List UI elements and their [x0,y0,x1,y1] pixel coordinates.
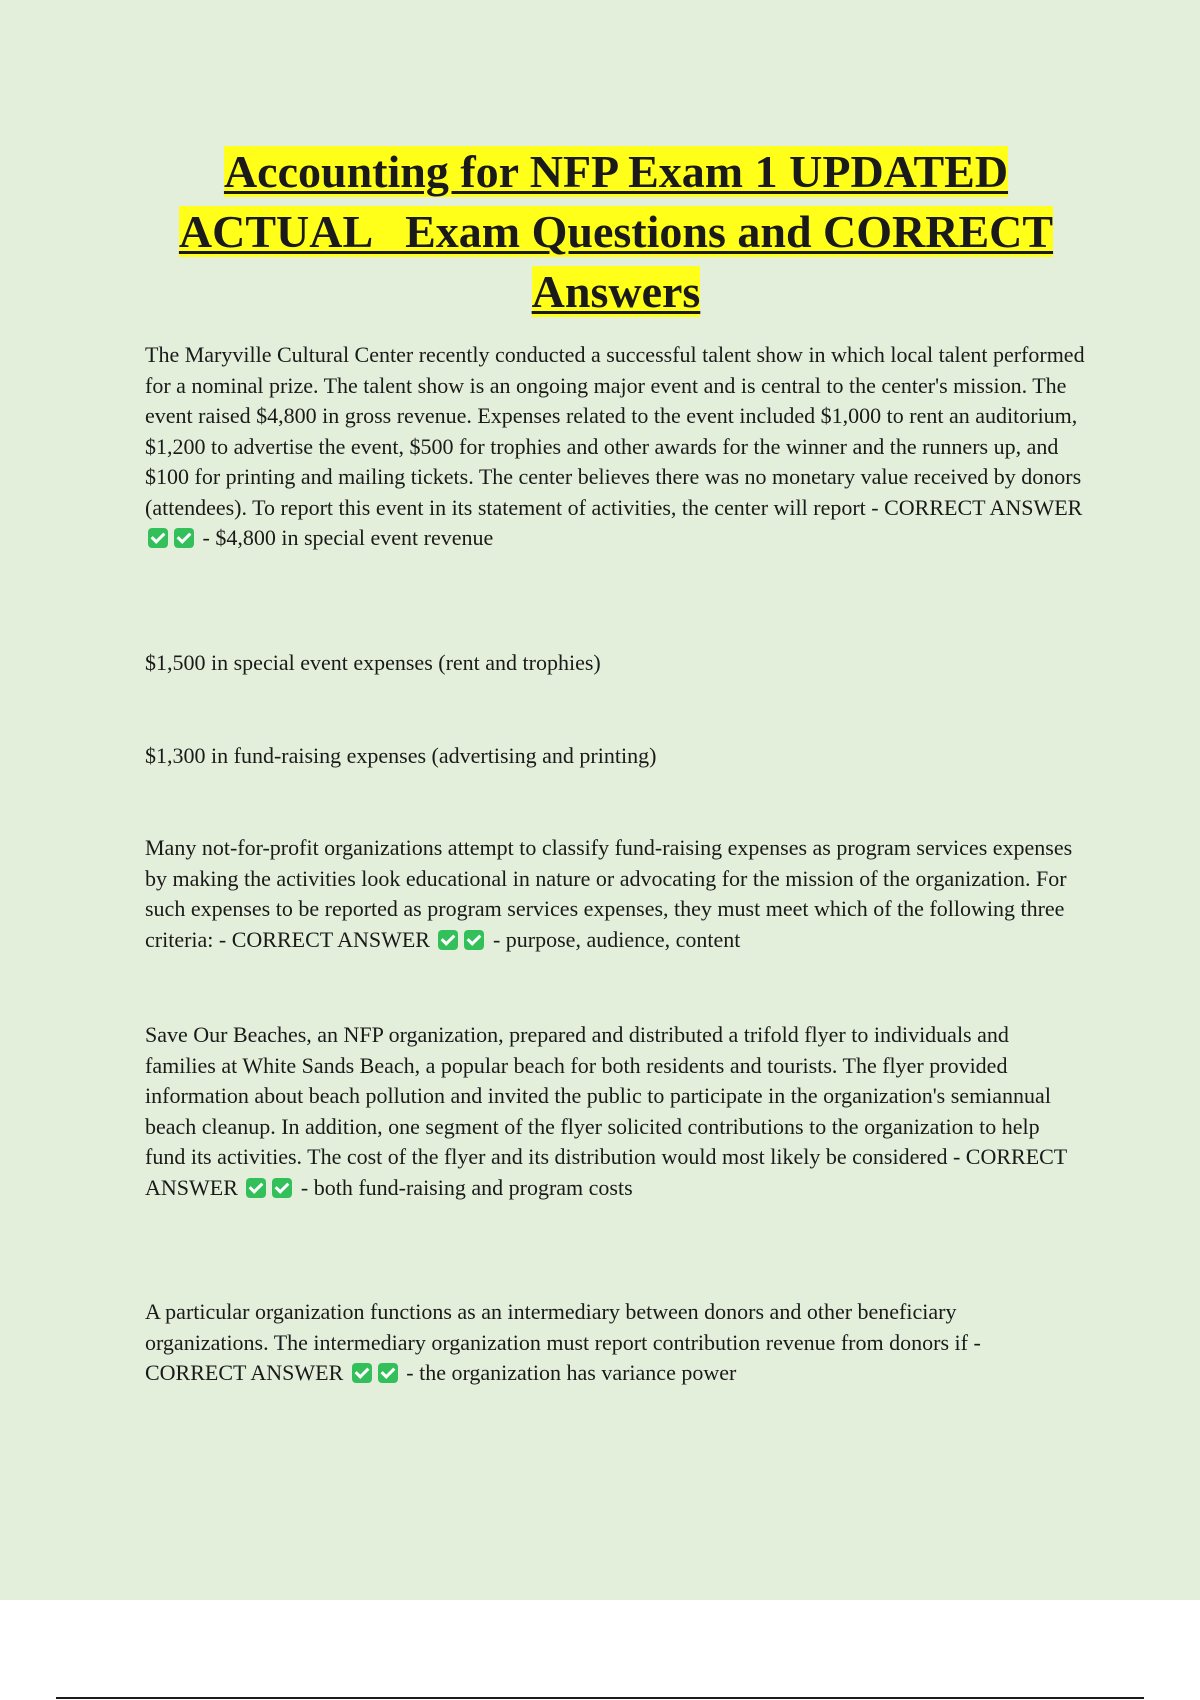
question-block-3 [145,1020,1085,1203]
answer-line: $1,300 in fund-raising expenses (advertising and printing) [145,743,657,768]
check-box-icon [378,1363,398,1383]
question-block-2 [145,833,1085,955]
check-box-icon [464,930,484,950]
check-box-icon [352,1363,372,1383]
check-box-icon [272,1178,292,1198]
answer-text: - $4,800 in special event revenue [202,525,494,550]
answer-line: $1,500 in special event expenses (rent and trophies) [145,650,601,675]
question-block-4 [145,1297,1085,1389]
document-title [140,142,1092,322]
question-text: A particular organization functions as an intermediary between donors and other beneficiary organizations. The intermediary organization must report contribution revenue from donors if - CORRECT ANSWER [145,1299,981,1385]
question-text: The Maryville Cultural Center recently conducted a successful talent show in which local talent performed for a nominal prize. The talent show is an ongoing major event and is central to the center's mission. The event raised $4,800 in gross revenue. Expenses related to the event included $1,000 to rent an auditorium, $1,200 to advertise the event, $500 for trophies and other awards for the winner and the runners up, and $100 for printing and mailing tickets. The center believes there was no monetary value received by donors (attendees). To report this event in its statement of activities, the center will report - CORRECT ANSWER [145,342,1085,520]
answer-text: - the organization has variance power [406,1360,737,1385]
check-box-icon [246,1178,266,1198]
check-box-icon [438,930,458,950]
answer-text: - both fund-raising and program costs [300,1174,633,1200]
question-block-1 [145,340,1085,554]
title-line-2: ACTUAL Exam Questions and CORRECT [178,206,1054,257]
check-box-icon [148,528,168,548]
check-box-icon [174,528,194,548]
question-text: Save Our Beaches, an NFP organization, prepared and distributed a trifold flyer to individuals and families at White Sands Beach, a popular beach for both residents and tourists. The flyer provided information about beach pollution and invited the public to participate in the organization's semiannual beach cleanup. In addition, one segment of the flyer solicited contributions to the organization to help fund its activities. The cost of the flyer and its distribution would most likely be considered - CORRECT ANSWER [145,1022,1067,1200]
answer-text: - purpose, audience, content [492,926,741,952]
footer-divider [56,1697,1144,1699]
title-line-1: Accounting for NFP Exam 1 UPDATED [223,146,1009,197]
title-line-3: Answers [531,266,701,317]
question-text: Many not-for-profit organizations attempt to classify fund-raising expenses as program services expenses by making the activities look educational in nature or advocating for the mission of the organization. For such expenses to be reported as program services expenses, they must meet which of the following three criteria: - CORRECT ANSWER [145,835,1073,952]
